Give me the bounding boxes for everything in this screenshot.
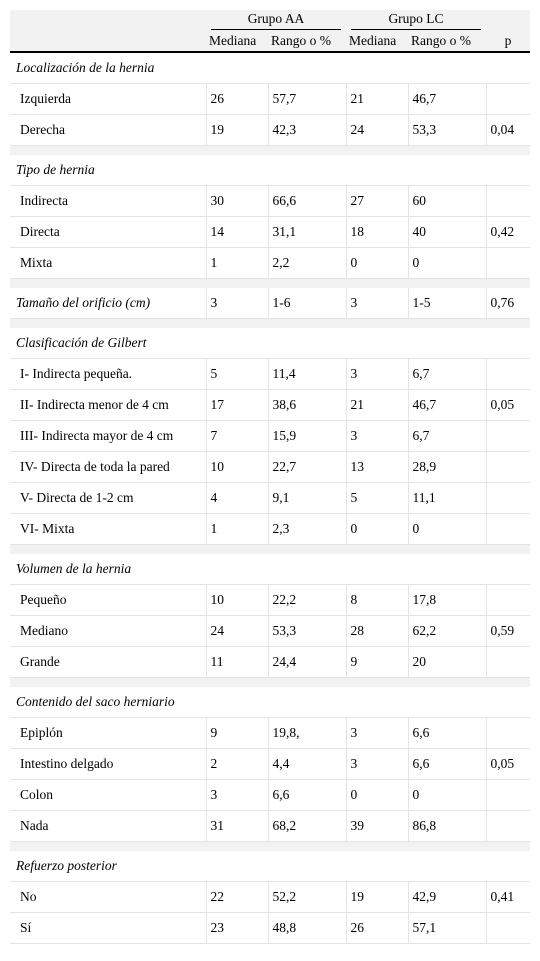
results-table bbox=[10, 10, 530, 944]
row-label: VI- Mixta bbox=[10, 514, 206, 545]
row-label: Grande bbox=[10, 647, 206, 678]
spacer-cell bbox=[10, 279, 530, 289]
table-header bbox=[10, 10, 530, 52]
value-cell: 26 bbox=[206, 84, 268, 115]
value-cell: 19 bbox=[346, 882, 408, 913]
value-cell: 0,42 bbox=[486, 217, 530, 248]
value-cell: 3 bbox=[346, 421, 408, 452]
row-label: Intestino delgado bbox=[10, 749, 206, 780]
value-cell: 0 bbox=[408, 514, 486, 545]
table-row bbox=[10, 780, 530, 811]
value-cell: 17,8 bbox=[408, 585, 486, 616]
row-label: Pequeño bbox=[10, 585, 206, 616]
table-row bbox=[10, 186, 530, 217]
value-cell bbox=[486, 811, 530, 842]
value-cell: 6,7 bbox=[408, 359, 486, 390]
row-label: IV- Directa de toda la pared bbox=[10, 452, 206, 483]
value-cell bbox=[486, 248, 530, 279]
value-cell bbox=[486, 718, 530, 749]
value-cell: 53,3 bbox=[408, 115, 486, 146]
value-cell: 1 bbox=[206, 514, 268, 545]
value-cell: 24,4 bbox=[268, 647, 346, 678]
value-cell: 68,2 bbox=[268, 811, 346, 842]
value-cell bbox=[486, 514, 530, 545]
row-label: Sí bbox=[10, 913, 206, 944]
section-title: Clasificación de Gilbert bbox=[10, 328, 530, 359]
table-row bbox=[10, 585, 530, 616]
section-header-row bbox=[10, 328, 530, 359]
value-cell: 3 bbox=[346, 288, 408, 319]
value-cell: 48,8 bbox=[268, 913, 346, 944]
value-cell: 11,1 bbox=[408, 483, 486, 514]
row-label: Nada bbox=[10, 811, 206, 842]
value-cell: 23 bbox=[206, 913, 268, 944]
table-row bbox=[10, 811, 530, 842]
header-p: p bbox=[486, 30, 530, 52]
value-cell: 1-6 bbox=[268, 288, 346, 319]
value-cell: 5 bbox=[346, 483, 408, 514]
value-cell: 0,05 bbox=[486, 749, 530, 780]
value-cell: 7 bbox=[206, 421, 268, 452]
value-cell: 86,8 bbox=[408, 811, 486, 842]
value-cell: 3 bbox=[206, 780, 268, 811]
row-label: V- Directa de 1-2 cm bbox=[10, 483, 206, 514]
spacer-cell bbox=[10, 545, 530, 555]
table-row bbox=[10, 913, 530, 944]
value-cell: 40 bbox=[408, 217, 486, 248]
table-row bbox=[10, 452, 530, 483]
row-label: II- Indirecta menor de 4 cm bbox=[10, 390, 206, 421]
section-spacer bbox=[10, 319, 530, 329]
header-rango-aa: Rango o % bbox=[268, 30, 346, 52]
value-cell: 13 bbox=[346, 452, 408, 483]
value-cell: 42,9 bbox=[408, 882, 486, 913]
value-cell: 30 bbox=[206, 186, 268, 217]
value-cell: 14 bbox=[206, 217, 268, 248]
table-row bbox=[10, 421, 530, 452]
value-cell: 0 bbox=[346, 514, 408, 545]
value-cell bbox=[486, 421, 530, 452]
value-cell: 42,3 bbox=[268, 115, 346, 146]
header-group-lc: Grupo LC bbox=[346, 10, 486, 30]
header-label-col bbox=[10, 30, 206, 52]
row-label: Mediano bbox=[10, 616, 206, 647]
value-cell: 9 bbox=[346, 647, 408, 678]
section-header-row bbox=[10, 851, 530, 882]
value-cell: 2,3 bbox=[268, 514, 346, 545]
value-cell: 31,1 bbox=[268, 217, 346, 248]
header-mediana-lc: Mediana bbox=[346, 30, 408, 52]
section-title: Tamaño del orificio (cm) bbox=[10, 288, 206, 319]
value-cell: 46,7 bbox=[408, 390, 486, 421]
table-row bbox=[10, 248, 530, 279]
table-row bbox=[10, 647, 530, 678]
value-cell: 6,6 bbox=[268, 780, 346, 811]
value-cell: 0 bbox=[346, 780, 408, 811]
value-cell: 4,4 bbox=[268, 749, 346, 780]
value-cell: 18 bbox=[346, 217, 408, 248]
row-label: Derecha bbox=[10, 115, 206, 146]
value-cell: 2 bbox=[206, 749, 268, 780]
section-header-row bbox=[10, 288, 530, 319]
row-label: Indirecta bbox=[10, 186, 206, 217]
value-cell: 6,6 bbox=[408, 749, 486, 780]
table-row bbox=[10, 718, 530, 749]
table-row bbox=[10, 217, 530, 248]
table-row bbox=[10, 359, 530, 390]
table-row bbox=[10, 483, 530, 514]
section-header-row bbox=[10, 52, 530, 84]
value-cell: 46,7 bbox=[408, 84, 486, 115]
value-cell: 17 bbox=[206, 390, 268, 421]
value-cell: 60 bbox=[408, 186, 486, 217]
section-title: Contenido del saco herniario bbox=[10, 687, 530, 718]
value-cell bbox=[486, 84, 530, 115]
value-cell: 66,6 bbox=[268, 186, 346, 217]
value-cell: 9 bbox=[206, 718, 268, 749]
row-label: Directa bbox=[10, 217, 206, 248]
value-cell: 6,6 bbox=[408, 718, 486, 749]
value-cell: 11 bbox=[206, 647, 268, 678]
table-row bbox=[10, 84, 530, 115]
section-header-row bbox=[10, 155, 530, 186]
value-cell: 31 bbox=[206, 811, 268, 842]
value-cell bbox=[486, 483, 530, 514]
table-row bbox=[10, 616, 530, 647]
section-header-row bbox=[10, 687, 530, 718]
section-spacer bbox=[10, 678, 530, 688]
header-empty-p bbox=[486, 10, 530, 30]
section-spacer bbox=[10, 146, 530, 156]
value-cell: 3 bbox=[206, 288, 268, 319]
row-label: I- Indirecta pequeña. bbox=[10, 359, 206, 390]
section-title: Tipo de hernia bbox=[10, 155, 530, 186]
value-cell bbox=[486, 186, 530, 217]
row-label: Izquierda bbox=[10, 84, 206, 115]
value-cell: 1-5 bbox=[408, 288, 486, 319]
value-cell: 10 bbox=[206, 452, 268, 483]
value-cell: 0 bbox=[408, 780, 486, 811]
value-cell: 6,7 bbox=[408, 421, 486, 452]
row-label: Epiplón bbox=[10, 718, 206, 749]
value-cell: 1 bbox=[206, 248, 268, 279]
value-cell: 0,76 bbox=[486, 288, 530, 319]
value-cell: 0,05 bbox=[486, 390, 530, 421]
spacer-cell bbox=[10, 319, 530, 329]
value-cell: 24 bbox=[206, 616, 268, 647]
value-cell: 8 bbox=[346, 585, 408, 616]
table-row bbox=[10, 514, 530, 545]
value-cell: 3 bbox=[346, 749, 408, 780]
value-cell: 21 bbox=[346, 390, 408, 421]
value-cell: 0,41 bbox=[486, 882, 530, 913]
value-cell bbox=[486, 780, 530, 811]
value-cell: 3 bbox=[346, 718, 408, 749]
value-cell: 62,2 bbox=[408, 616, 486, 647]
value-cell: 15,9 bbox=[268, 421, 346, 452]
value-cell: 28 bbox=[346, 616, 408, 647]
value-cell: 26 bbox=[346, 913, 408, 944]
value-cell: 20 bbox=[408, 647, 486, 678]
value-cell: 0,59 bbox=[486, 616, 530, 647]
value-cell: 19 bbox=[206, 115, 268, 146]
section-title: Localización de la hernia bbox=[10, 52, 530, 84]
value-cell: 3 bbox=[346, 359, 408, 390]
section-spacer bbox=[10, 279, 530, 289]
value-cell: 24 bbox=[346, 115, 408, 146]
value-cell bbox=[486, 585, 530, 616]
value-cell: 19,8, bbox=[268, 718, 346, 749]
header-rango-lc: Rango o % bbox=[408, 30, 486, 52]
value-cell: 57,7 bbox=[268, 84, 346, 115]
value-cell: 11,4 bbox=[268, 359, 346, 390]
header-mediana-aa: Mediana bbox=[206, 30, 268, 52]
value-cell: 5 bbox=[206, 359, 268, 390]
value-cell: 28,9 bbox=[408, 452, 486, 483]
spacer-cell bbox=[10, 146, 530, 156]
table-row bbox=[10, 749, 530, 780]
value-cell: 2,2 bbox=[268, 248, 346, 279]
section-spacer bbox=[10, 545, 530, 555]
header-empty bbox=[10, 10, 206, 30]
value-cell: 22 bbox=[206, 882, 268, 913]
table-row bbox=[10, 115, 530, 146]
value-cell: 9,1 bbox=[268, 483, 346, 514]
row-label: Mixta bbox=[10, 248, 206, 279]
value-cell: 10 bbox=[206, 585, 268, 616]
value-cell: 53,3 bbox=[268, 616, 346, 647]
table-row bbox=[10, 390, 530, 421]
value-cell: 57,1 bbox=[408, 913, 486, 944]
value-cell: 38,6 bbox=[268, 390, 346, 421]
section-title: Refuerzo posterior bbox=[10, 851, 530, 882]
value-cell: 21 bbox=[346, 84, 408, 115]
section-title: Volumen de la hernia bbox=[10, 554, 530, 585]
value-cell: 22,7 bbox=[268, 452, 346, 483]
value-cell: 4 bbox=[206, 483, 268, 514]
row-label: Colon bbox=[10, 780, 206, 811]
spacer-cell bbox=[10, 678, 530, 688]
value-cell: 0,04 bbox=[486, 115, 530, 146]
value-cell bbox=[486, 647, 530, 678]
value-cell: 52,2 bbox=[268, 882, 346, 913]
value-cell: 0 bbox=[346, 248, 408, 279]
spacer-cell bbox=[10, 842, 530, 852]
row-label: No bbox=[10, 882, 206, 913]
value-cell: 39 bbox=[346, 811, 408, 842]
value-cell bbox=[486, 452, 530, 483]
value-cell: 22,2 bbox=[268, 585, 346, 616]
table-body bbox=[10, 52, 530, 944]
value-cell: 0 bbox=[408, 248, 486, 279]
value-cell bbox=[486, 359, 530, 390]
section-spacer bbox=[10, 842, 530, 852]
row-label: III- Indirecta mayor de 4 cm bbox=[10, 421, 206, 452]
section-header-row bbox=[10, 554, 530, 585]
value-cell bbox=[486, 913, 530, 944]
table-row bbox=[10, 882, 530, 913]
header-group-aa: Grupo AA bbox=[206, 10, 346, 30]
value-cell: 27 bbox=[346, 186, 408, 217]
